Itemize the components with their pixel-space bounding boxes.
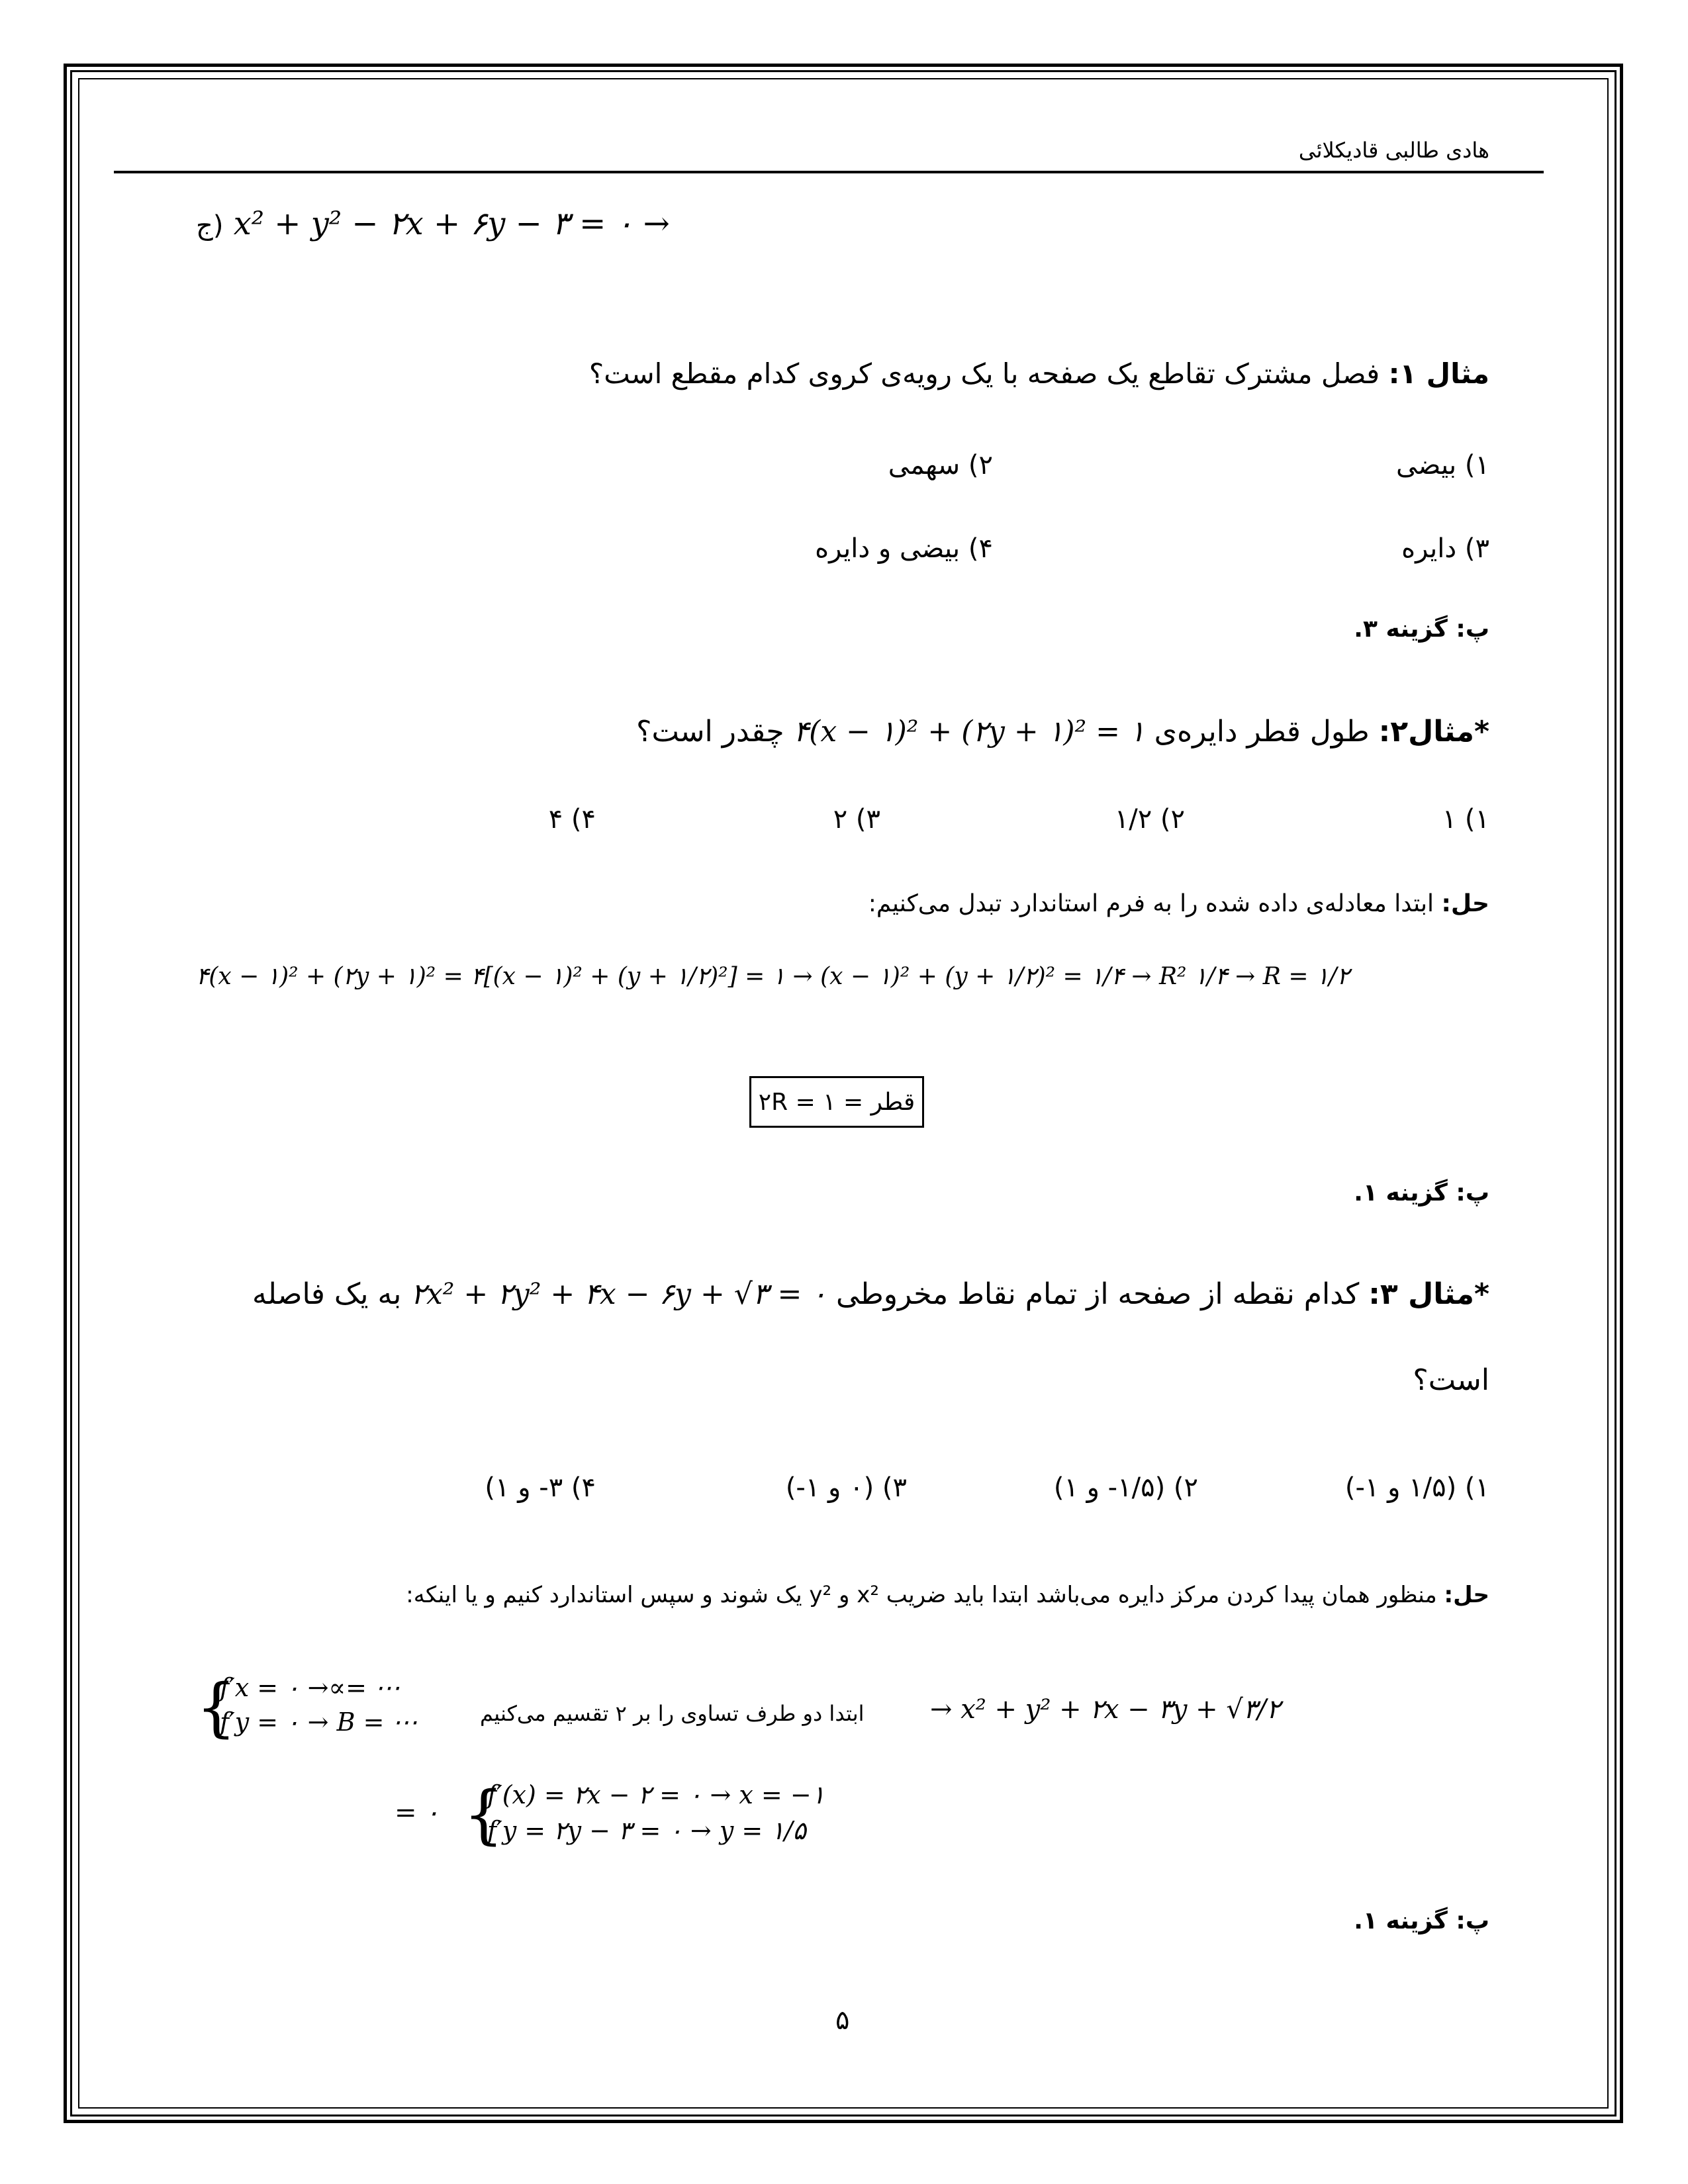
example2-answer-text: گزینه ۱.: [1354, 1179, 1448, 1206]
example2-boxed-result: [749, 1076, 924, 1128]
example2-option-2: ۲) ۱/۲: [1114, 804, 1185, 835]
example1-answer-text: گزینه ۳.: [1354, 615, 1448, 643]
header-rule: [114, 171, 1544, 173]
system2-brace: {: [463, 1778, 504, 1852]
example3-text-after: به یک فاصله: [252, 1277, 402, 1311]
page-number: ۵: [835, 2005, 850, 2036]
example1-text: فصل مشترک تقاطع یک صفحه با یک رویه‌ی کروی کدام مقطع است؟: [588, 357, 1380, 390]
example2-solution-text: ابتدا معادله‌ی داده شده را به فرم استاندارد تبدل می‌کنیم:: [868, 890, 1434, 917]
line-c: [196, 205, 670, 242]
example2-derivation: ۴(x − ۱)² + (۲y + ۱)² = ۴[(x − ۱)² + (y + ۱/۲)²] = ۱ → (x − ۱)² + (y + ۱/۲)² = ۱/۴ → R² ۱/۴ → R = ۱/۲: [196, 963, 1350, 990]
header-author: هادی طالبی قادیکلائی: [1298, 138, 1489, 163]
system1-brace: {: [196, 1670, 237, 1745]
example3-question: [252, 1277, 1489, 1311]
example1-label: مثال ۱:: [1388, 357, 1489, 390]
example1-option-3: ۳) دایره: [1401, 533, 1489, 564]
example3-option-1: ۱) (۱/۵ و ۱-): [1344, 1473, 1489, 1503]
example2-solution-label: حل:: [1441, 890, 1489, 917]
example3-answer-label: پ:: [1456, 1907, 1489, 1934]
example3-solution: [406, 1582, 1489, 1608]
example2-text-before: طول قطر دایره‌ی: [1154, 715, 1370, 749]
example1-answer-label: پ:: [1456, 615, 1489, 643]
example2-option-4: ۴) ۴: [548, 804, 596, 835]
example3-answer-text: گزینه ۱.: [1354, 1907, 1448, 1934]
system2-line1: f′(x) = ۲x − ۲ = ۰ → x = −۱: [487, 1780, 825, 1809]
example2-boxed-text: قطر = ۲R = ۱: [758, 1088, 915, 1116]
example1-answer: [1354, 615, 1489, 643]
example2-label: *مثال۲:: [1378, 715, 1489, 749]
example2-equation: ۴(x − ۱)² + (۲y + ۱)² = ۱: [793, 715, 1145, 749]
example3-solution-text: منظور همان پیدا کردن مرکز دایره می‌باشد ابتدا باید ضریب x² و y² یک شوند و سپس استاندارد کنیم و یا اینکه:: [406, 1582, 1437, 1608]
system2-line2: f′y = ۲y − ۳ = ۰ → y = ۱/۵: [487, 1816, 806, 1845]
example3-equation: ۲x² + ۲y² + ۴x − ۶y + √۳ = ۰: [410, 1277, 827, 1311]
system1-line1: f′x = ۰ →∝= ⋯: [220, 1673, 400, 1702]
example3-solution-label: حل:: [1444, 1582, 1489, 1608]
example3-option-2: ۲) (۱/۵- و ۱): [1053, 1473, 1198, 1503]
example1-question: [589, 357, 1489, 390]
example2-question: [636, 715, 1489, 749]
example3-answer: [1354, 1907, 1489, 1934]
example1-option-1: ۱) بیضی: [1395, 450, 1489, 480]
example2-option-1: ۱) ۱: [1442, 804, 1489, 835]
example3-label: *مثال ۳:: [1368, 1277, 1489, 1311]
example2-solution: [868, 890, 1489, 917]
example2-option-3: ۳) ۲: [833, 804, 880, 835]
example3-text-before: کدام نقطه از صفحه از تمام نقاط مخروطی: [836, 1277, 1360, 1311]
example3-reduced-equation: → x² + y² + ۲x − ۳y + √۳/۲: [930, 1694, 1281, 1725]
system1-line2: f′y = ۰ → B = ⋯: [220, 1707, 418, 1737]
line-c-expression: x² + y² − ۲x + ۶y − ۳ = ۰ →: [233, 205, 670, 242]
example3-question-line2: است؟: [1413, 1363, 1489, 1397]
example2-answer: [1354, 1179, 1489, 1206]
example3-middle-text: ابتدا دو طرف تساوی را بر ۲ تقسیم می‌کنیم: [480, 1701, 865, 1726]
example2-answer-label: پ:: [1456, 1179, 1489, 1206]
example3-equals-zero: = ۰: [395, 1797, 440, 1828]
example1-option-2: ۲) سهمی: [888, 450, 993, 480]
example3-option-3: ۳) (۰ و ۱-): [785, 1473, 907, 1503]
example3-option-4: ۴) ۳- و ۱): [485, 1473, 596, 1503]
example2-text-after: چقدر است؟: [636, 715, 784, 749]
line-c-label: ج): [196, 210, 224, 241]
example1-option-4: ۴) بیضی و دایره: [815, 533, 993, 564]
